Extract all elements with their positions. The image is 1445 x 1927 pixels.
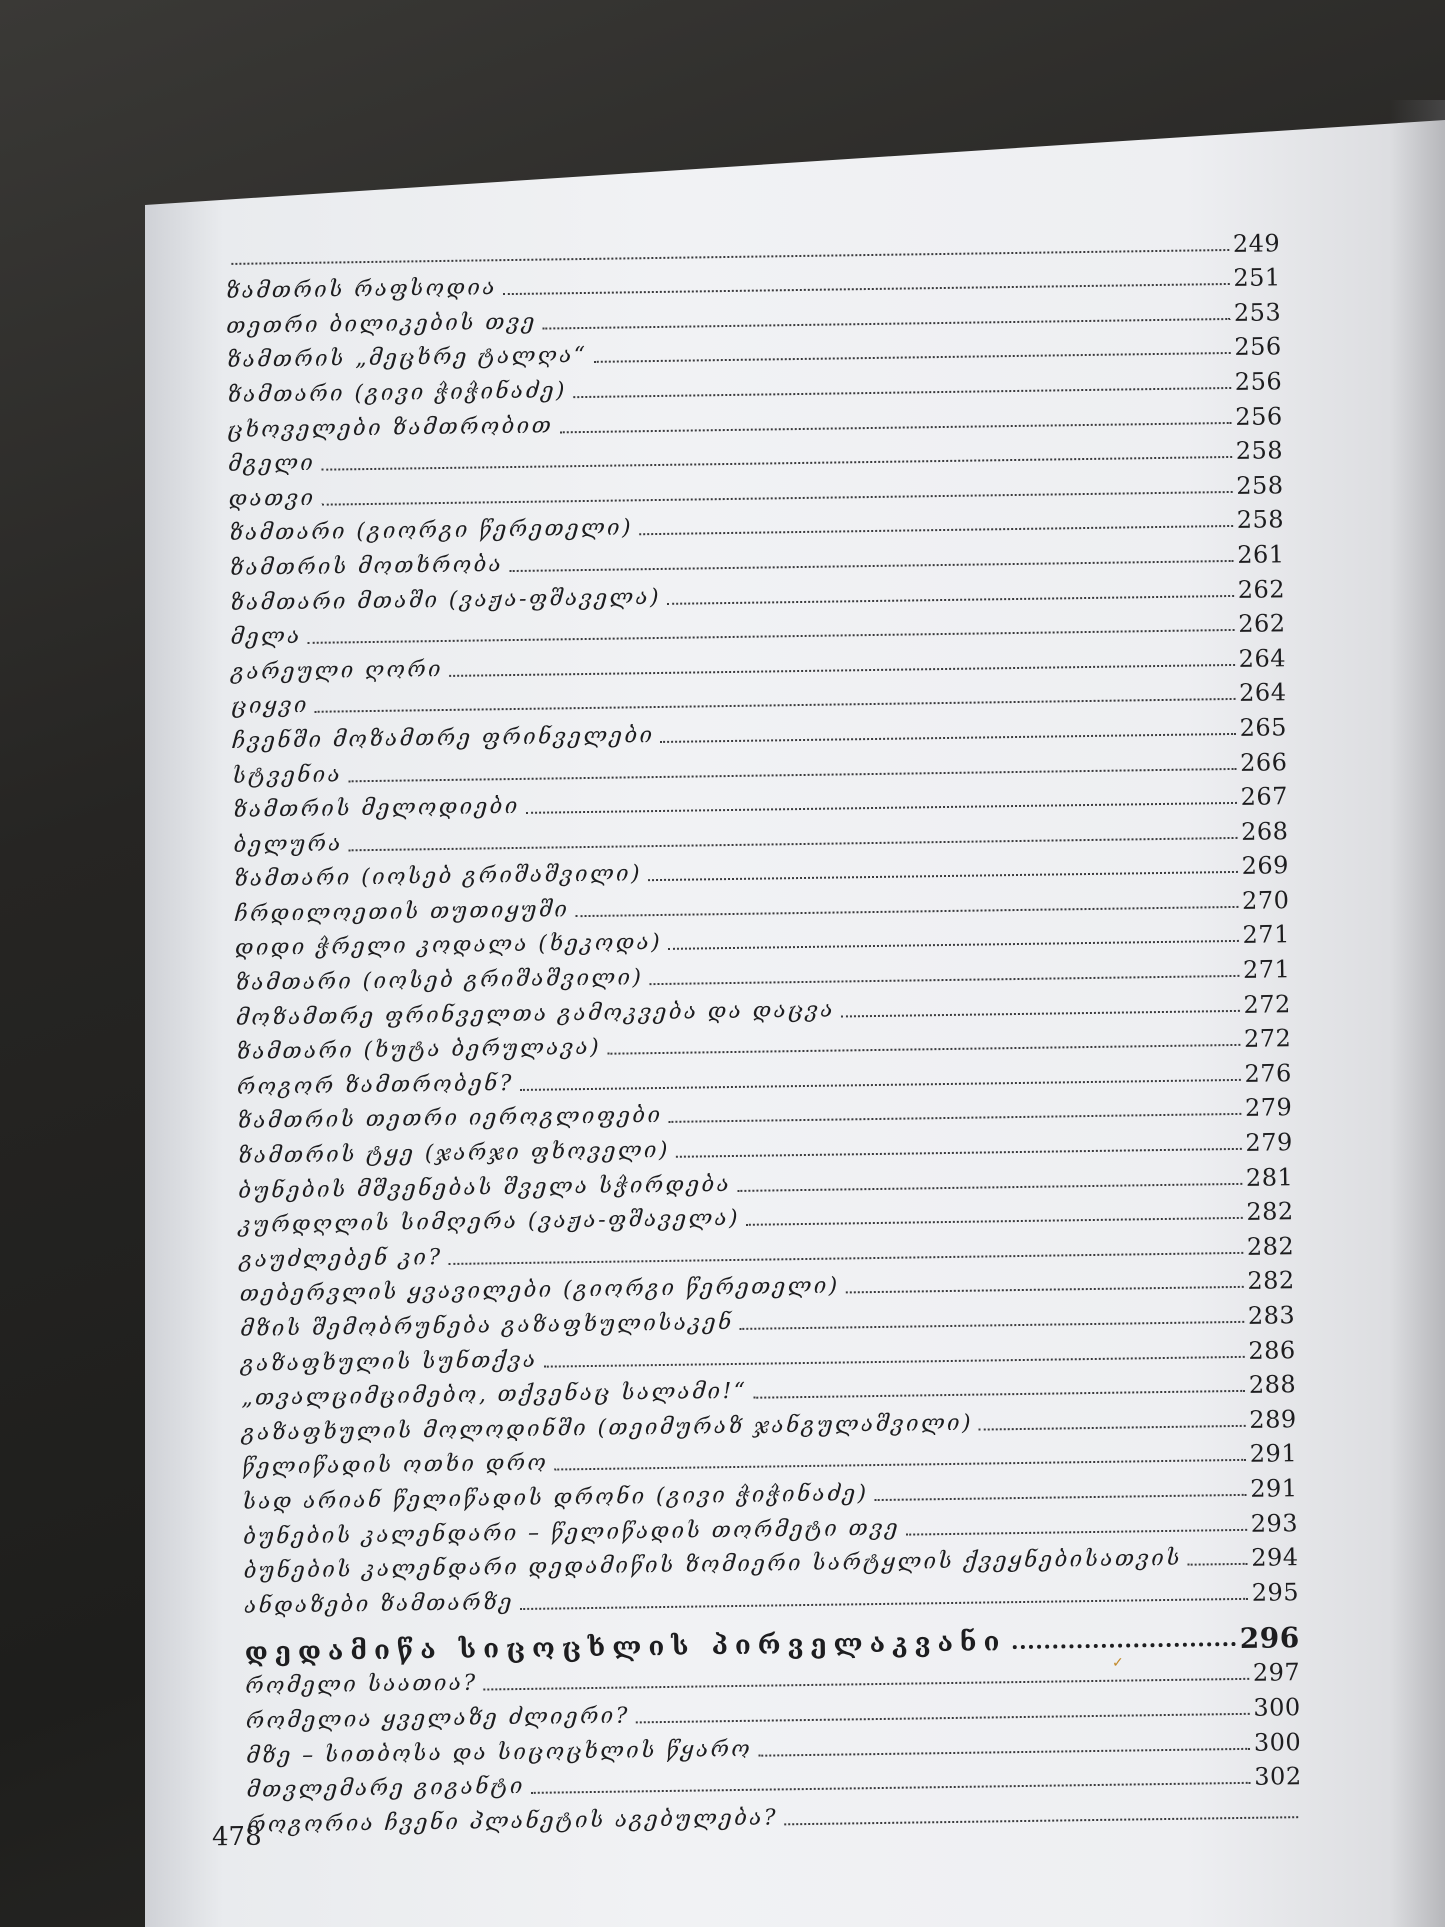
toc-entry-page: 249 — [1232, 228, 1281, 258]
toc-entry-title: ზამთარი (ხუტა ბერულავა) — [236, 1035, 602, 1066]
toc-entry-title: მელა — [230, 624, 302, 651]
toc-entry-title: ზამთარი (იოსებ გრიშაშვილი) — [235, 965, 644, 996]
toc-entry-page: 282 — [1246, 1231, 1295, 1261]
dot-leader — [979, 1424, 1245, 1431]
toc-entry-page: 266 — [1239, 747, 1288, 777]
toc-entry-page: 288 — [1248, 1370, 1297, 1400]
toc-entry-page: 293 — [1250, 1508, 1299, 1538]
toc-entry-page: 251 — [1233, 263, 1281, 293]
toc-entry-title: მოზამთრე ფრინველთა გამოკვება და დაცვა — [235, 997, 836, 1031]
toc-entry-title: ზამთრის ტყე (ჯარჯი ფხოველი) — [237, 1137, 671, 1169]
toc-entry-page: 256 — [1234, 332, 1282, 362]
toc-entry-page: 281 — [1245, 1162, 1294, 1192]
toc-entry-page: 286 — [1248, 1335, 1296, 1365]
toc-entry-page: 283 — [1247, 1301, 1296, 1330]
toc-entry-page: 262 — [1237, 574, 1286, 604]
page-edge-shadow — [1390, 100, 1445, 1927]
toc-entry-page: 270 — [1241, 886, 1290, 915]
toc-entry-page: 300 — [1253, 1727, 1302, 1757]
toc-entry-title: ბელურა — [233, 831, 343, 858]
dot-leader — [906, 1527, 1247, 1535]
toc-entry-page: 253 — [1233, 298, 1282, 327]
toc-entry-title: როგორ ზამთრობენ? — [236, 1070, 514, 1100]
toc-entry-page: 282 — [1246, 1197, 1294, 1227]
pencil-mark-icon: ✓ — [1112, 1655, 1124, 1671]
dot-leader — [758, 1746, 1250, 1756]
toc-entry-title: ზამთრის თეთრი იეროგლიფები — [237, 1103, 663, 1135]
toc-entry-page: 295 — [1251, 1577, 1300, 1607]
toc-entry-page: 297 — [1252, 1658, 1301, 1688]
toc-entry-page: 258 — [1235, 436, 1284, 466]
toc-entry-page: 302 — [1254, 1762, 1302, 1791]
toc-entry-page: 271 — [1242, 955, 1291, 984]
toc-entry-title: მზე – სითბოსა და სიცოცხლის წყარო — [246, 1736, 753, 1769]
dot-leader — [753, 1389, 1244, 1399]
toc-entry-title: როგორია ჩვენი პლანეტის აგებულება? — [247, 1805, 779, 1838]
toc-entry-title: ზამთრის მოთხრობა — [229, 552, 504, 581]
toc-entry-title: ზამთარი (გივი ჭიჭინაძე) — [227, 378, 568, 408]
dot-leader — [841, 1009, 1240, 1018]
toc-entry-page: 264 — [1238, 678, 1287, 708]
toc-entry-page: 291 — [1249, 1439, 1298, 1469]
toc-entry-title: ჩვენში მოზამთრე ფრინველები — [231, 722, 655, 754]
toc-entry-page: 282 — [1247, 1266, 1295, 1296]
toc-entry-page: 271 — [1242, 920, 1291, 950]
toc-entry-page: 294 — [1251, 1543, 1299, 1572]
toc-entry-title: დათვი — [228, 485, 316, 512]
toc-entry-title: ცხოველები ზამთრობით — [227, 412, 554, 443]
table-of-contents — [225, 221, 1302, 1838]
toc-entry-title: ციყვი — [231, 693, 310, 720]
toc-entry-title: მგელი — [228, 450, 316, 478]
toc-entry-title: ზამთრის მელოდიები — [232, 794, 520, 824]
toc-entry-title: რომელია ყველაზე ძლიერი? — [245, 1703, 631, 1734]
toc-entry-page: 261 — [1237, 540, 1285, 569]
toc-entry-title: ბუნების კალენდარი დედამიწის ზომიერი სარტყლის ქვეყნებისათვის — [243, 1545, 1183, 1585]
toc-entry-page: 267 — [1240, 782, 1289, 811]
toc-entry-page: 268 — [1240, 816, 1289, 846]
toc-entry-title: „თვალციმციმებო, თქვენაც სალამი!“ — [241, 1379, 748, 1412]
toc-entry-page: 300 — [1253, 1693, 1301, 1722]
toc-entry-page: 272 — [1243, 989, 1292, 1019]
toc-entry-title: სად არიან წელიწადის დრონი (გივი ჭიჭინაძე) — [242, 1481, 869, 1515]
toc-entry-title: ზამთრის „მეცხრე ტალღა“ — [226, 343, 588, 374]
page-number: 478 — [211, 1821, 262, 1853]
toc-entry-title: ბუნების მშვენებას შველა სჭირდება — [238, 1171, 732, 1204]
toc-entry-page: 279 — [1244, 1093, 1293, 1123]
toc-entry-title: მზის შემობრუნება გაზაფხულისაკენ — [240, 1310, 734, 1342]
toc-entry-title: სტვენია — [232, 761, 343, 789]
dot-leader — [784, 1815, 1298, 1825]
dot-leader — [1188, 1562, 1247, 1566]
toc-entry-page: 272 — [1243, 1024, 1292, 1054]
toc-entry-page: 269 — [1241, 851, 1290, 881]
dot-leader — [875, 1493, 1247, 1501]
toc-entry-title: დიდი ჭრელი კოდალა (ხეკოდა) — [234, 930, 663, 962]
toc-entry-title: ზამთარი მთაში (ვაჟა-ფშაველა) — [229, 584, 662, 616]
toc-entry-page: 279 — [1245, 1128, 1293, 1157]
toc-entry-title: ზამთარი (იოსებ გრიშაშვილი) — [233, 861, 643, 893]
toc-entry-title: ანდაზები ზამთარზე — [243, 1589, 515, 1619]
toc-entry-title: ბუნების კალენდარი – წელიწადის თორმეტი თვე — [242, 1515, 901, 1550]
toc-entry-title: გაზაფხულის მოლოდინში (თეიმურაზ ჯანგულაშვილი) — [241, 1410, 974, 1446]
toc-entry-title: თეთრი ბილიკების თვე — [226, 309, 537, 339]
dot-leader — [846, 1285, 1244, 1294]
toc-entry-page: 256 — [1235, 401, 1283, 431]
dot-leader — [746, 1216, 1242, 1226]
toc-entry-page: 258 — [1236, 505, 1285, 535]
toc-entry-title: დედამიწა სიცოცხლის პირველაკვანი — [244, 1626, 1007, 1668]
toc-entry-page: 291 — [1250, 1474, 1298, 1503]
toc-entry-page: 258 — [1236, 470, 1284, 500]
dot-leader — [1013, 1641, 1236, 1649]
toc-entry-page: 262 — [1238, 609, 1286, 639]
toc-entry-title: რომელი საათია? — [245, 1670, 478, 1700]
toc-entry-title: გაზაფხულის სუნთქვა — [240, 1347, 538, 1377]
toc-entry-page: 264 — [1238, 643, 1287, 673]
toc-entry-title: მთვლემარე გიგანტი — [246, 1774, 526, 1803]
toc-entry-title: გარეული ღორი — [230, 656, 444, 685]
dot-leader — [740, 1320, 1244, 1330]
toc-entry-title: კურდღლის სიმღერა (ვაჟა-ფშაველა) — [238, 1206, 741, 1239]
toc-entry-title: ზამთრის რაფსოდია — [225, 275, 498, 305]
dot-leader — [737, 1182, 1242, 1192]
toc-entry-page: 256 — [1234, 367, 1283, 396]
toc-entry-page: 276 — [1244, 1059, 1292, 1088]
toc-entry-title: წელიწადის ოთხი დრო — [242, 1450, 549, 1481]
toc-entry-page: 296 — [1239, 1620, 1300, 1655]
toc-entry-title: ზამთარი (გიორგი წერეთელი) — [228, 515, 634, 547]
toc-entry-page: 265 — [1239, 713, 1288, 742]
toc-entry-title: ჩრდილოეთის თუთიყუში — [234, 897, 570, 927]
toc-entry-title: გაუძლებენ კი? — [239, 1244, 443, 1273]
toc-entry-page: 289 — [1249, 1404, 1297, 1434]
toc-entry-title: თებერვლის ყვავილები (გიორგი წერეთელი) — [239, 1273, 840, 1308]
